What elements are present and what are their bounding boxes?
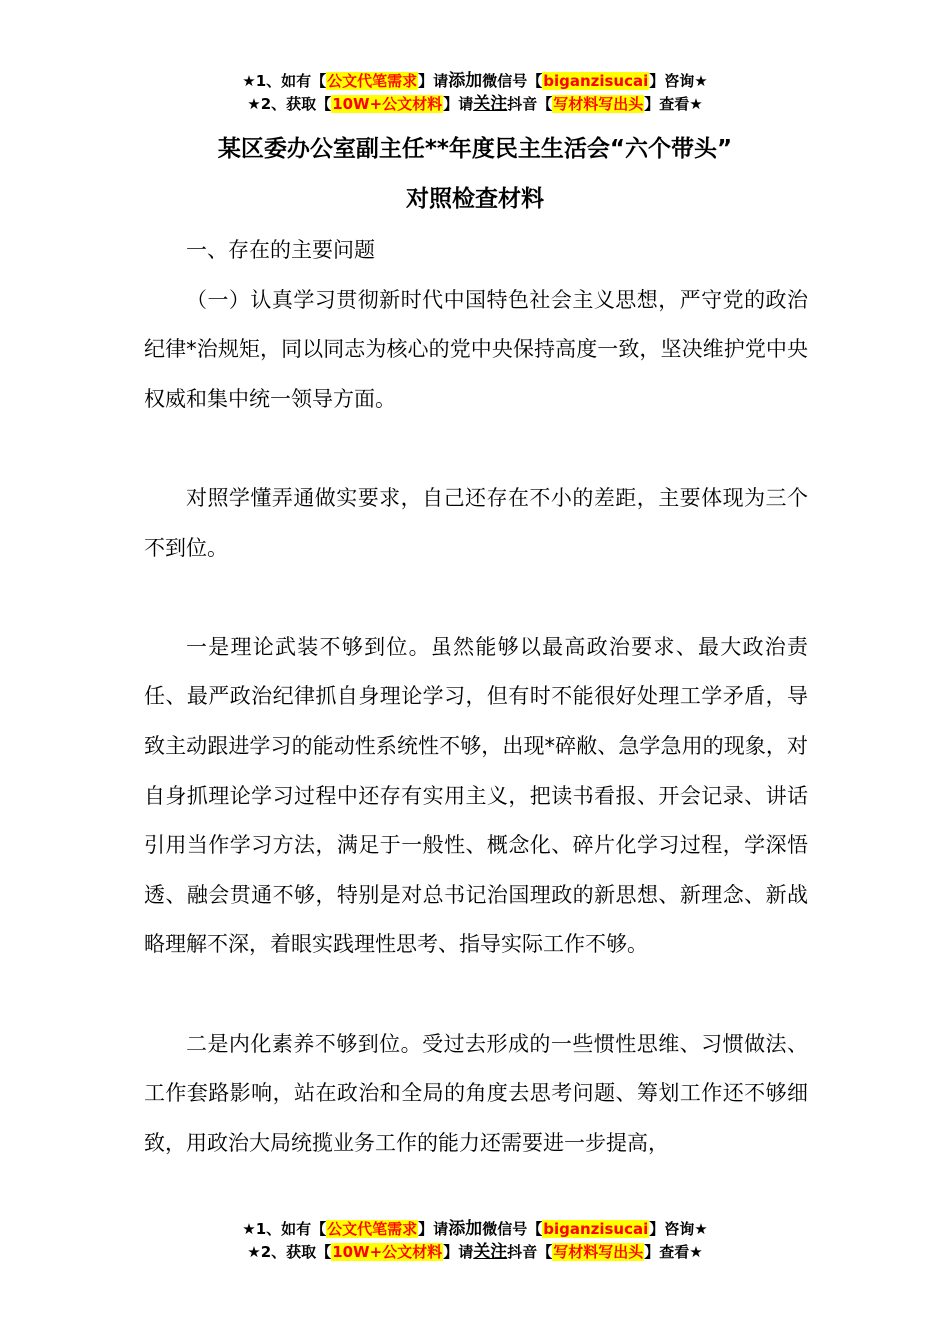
highlight-service: 公文代笔需求 [327, 1220, 418, 1238]
document-body [144, 226, 808, 1168]
highlight-service: 公文代笔需求 [327, 72, 418, 90]
highlight-materials: 10W+公文材料 [332, 95, 443, 113]
highlight-wechat-id: biganzisucai [543, 1220, 649, 1238]
notice-line-1: ★1、如有【公文代笔需求】请添加微信号【biganzisucai】咨询★ [242, 71, 708, 91]
notice-line-2-bottom: ★2、获取【10W+公文材料】请关注抖音【写材料写出头】查看★ [247, 1242, 703, 1262]
highlight-douyin: 写材料写出头 [553, 1243, 644, 1261]
paragraph-3: 一是理论武装不够到位。虽然能够以最高政治要求、最大政治责任、最严政治纪律抓自身理论学习，但有时不能很好处理工学矛盾，导致主动跟进学习的能动性系统性不够，出现*碎敝、急学急用的现象，对自身抓理论学习过程中还存有实用主义，把读书看报、开会记录、讲话引用当作学习方法，满足于一般性、概念化、碎片化学习过程，学深悟透、融会贯通不够，特别是对总书记治国理政的新思想、新理念、新战略理解不深，着眼实践理性思考、指导实际工作不够。 [144, 634, 808, 957]
document-title-line-2: 对照检查材料 [406, 186, 544, 212]
highlight-wechat-id: biganzisucai [543, 72, 649, 90]
paragraph-2: 对照学懂弄通做实要求，自己还存在不小的差距，主要体现为三个不到位。 [144, 485, 808, 560]
notice-line-1-bottom: ★1、如有【公文代笔需求】请添加微信号【biganzisucai】咨询★ [242, 1219, 708, 1239]
section-heading: 一、存在的主要问题 [186, 238, 375, 262]
document-title-line-1: 某区委办公室副主任**年度民主生活会“六个带头” [217, 136, 733, 162]
top-notice [0, 70, 950, 116]
highlight-materials: 10W+公文材料 [332, 1243, 443, 1261]
paragraph-1: （一）认真学习贯彻新时代中国特色社会主义思想，严守党的政治纪律*治规矩，同以同志为核心的党中央保持高度一致，坚决维护党中央权威和集中统一领导方面。 [144, 287, 808, 411]
bottom-notice [0, 1218, 950, 1264]
paragraph-4: 二是内化素养不够到位。受过去形成的一些惯性思维、习惯做法、工作套路影响，站在政治和全局的角度去思考问题、筹划工作还不够细致，用政治大局统揽业务工作的能力还需要进一步提高， [144, 1031, 808, 1155]
highlight-douyin: 写材料写出头 [553, 95, 644, 113]
notice-line-2: ★2、获取【10W+公文材料】请关注抖音【写材料写出头】查看★ [247, 94, 703, 114]
